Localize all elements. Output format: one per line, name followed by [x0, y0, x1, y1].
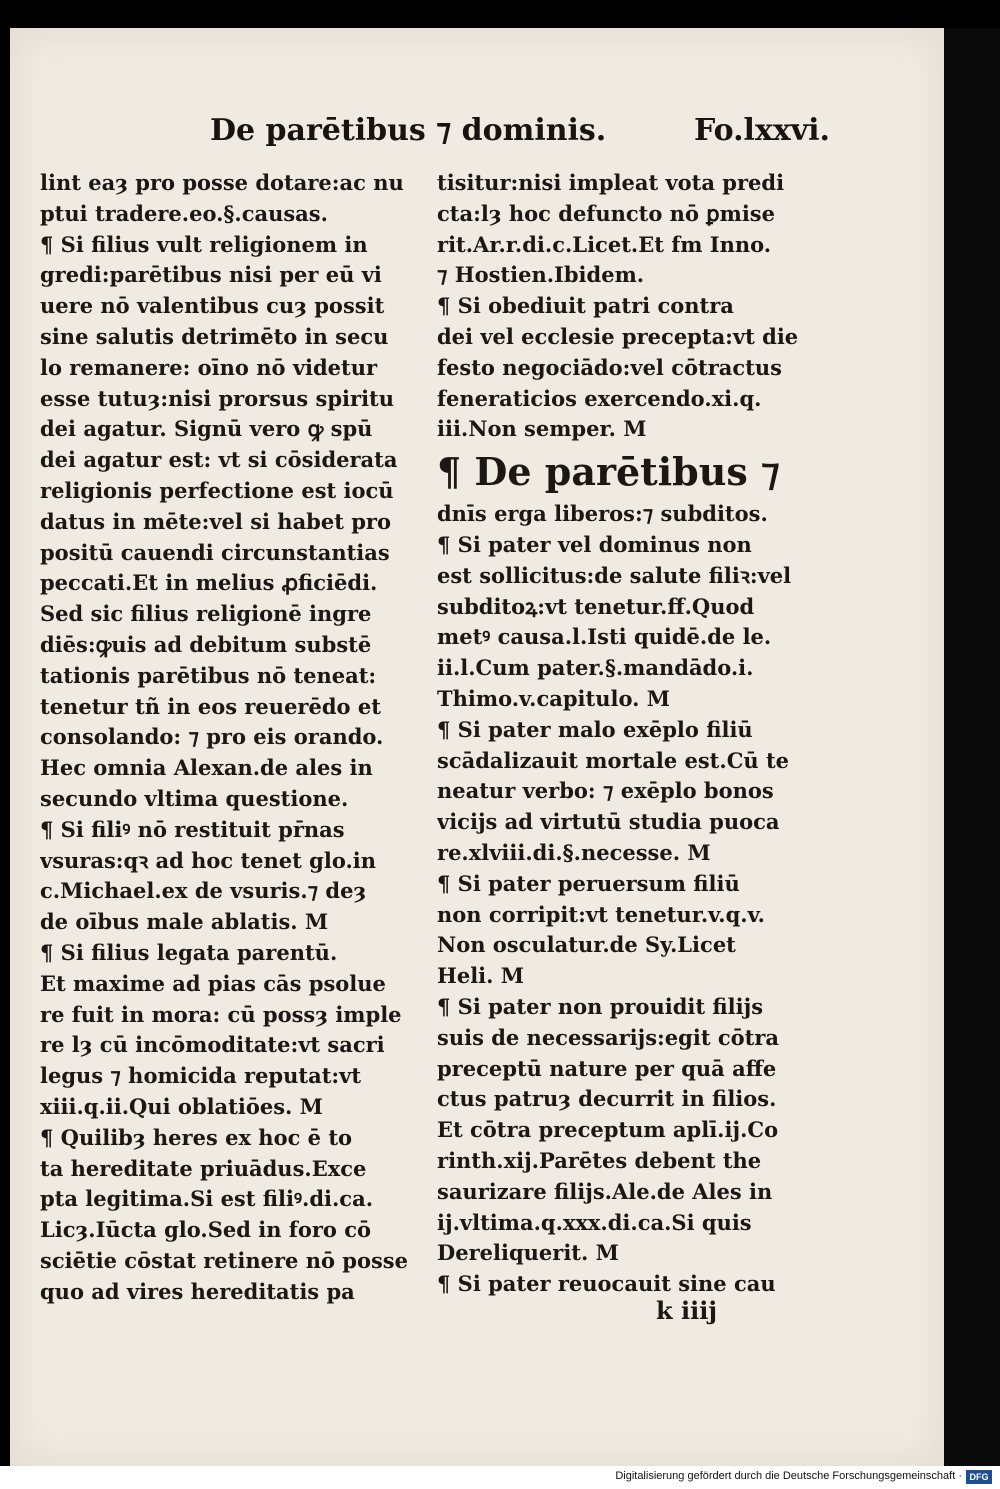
text-line: dnīs erga liberos:⁊ subditos. — [437, 501, 768, 527]
text-line: Non osculatur.de Sy.Licet — [437, 932, 736, 958]
book-page — [10, 28, 944, 1466]
text-line: Hec omnia Alexan.de ales in — [40, 755, 373, 781]
text-line: ¶ Si obediuit patri contra — [437, 293, 734, 319]
folio-number: Fo.lxxvi. — [693, 113, 830, 148]
text-line: vsuras:qꝛ ad hoc tenet glo.in — [40, 847, 377, 873]
text-line: pta legitima.Si est filiꝰ.di.ca. — [40, 1186, 373, 1212]
text-line: datus in mēte:vel si habet pro — [40, 508, 391, 534]
text-line: lo remanere: oīno nō videtur — [40, 354, 378, 380]
text-line: ctus patruȝ decurrit in filios. — [437, 1086, 777, 1112]
text-line: est sollicitus:de salute filiꝛ:vel — [437, 562, 792, 588]
running-head — [210, 113, 830, 157]
footer-bar — [0, 1466, 1000, 1489]
text-line: esse tutuȝ:nisi prorsus spiritu — [40, 385, 395, 411]
text-line: legus ⁊ homicida reputat:vt — [40, 1063, 362, 1089]
scan-edge — [944, 28, 1000, 1466]
text-line: ii.l.Cum pater.§.mandādo.i. — [437, 655, 754, 681]
text-line: tationis parētibus nō teneat: — [40, 662, 377, 688]
text-line: ptui tradere.eo.§.causas. — [40, 200, 328, 226]
text-line: lint eaȝ pro posse dotare:ac nu — [40, 170, 404, 195]
signature-mark: k iiij — [656, 1296, 718, 1325]
text-line: tenetur tñ in eos reuerēdo et — [40, 693, 381, 719]
text-line: rit.Ar.r.di.c.Licet.Et fm Inno. — [437, 231, 772, 257]
text-line: preceptū nature per quā affe — [437, 1055, 777, 1081]
text-line: neatur verbo: ⁊ exēplo bonos — [437, 778, 774, 804]
text-line: ¶ Si pater reuocauit sine cau — [437, 1271, 776, 1297]
text-line: rinth.xij.Parētes debent the — [437, 1147, 762, 1173]
text-line: quo ad vires hereditatis pa — [40, 1278, 355, 1304]
text-line: subditoꝝ:vt tenetur.ff.Quod — [437, 593, 755, 619]
text-line: ¶ Si pater vel dominus non — [437, 531, 752, 557]
text-line: sine salutis detrimēto in secu — [40, 323, 389, 349]
text-line: feneraticios exercendo.xi.q. — [437, 385, 762, 411]
text-line: ¶ Si filiꝰ nō restituit pr̄nas — [40, 816, 345, 842]
text-line: iii.Non semper. M — [437, 416, 647, 442]
text-line: ⁊ Hostien.Ibidem. — [437, 262, 645, 288]
text-line: festo negociādo:vel cōtractus — [437, 354, 782, 380]
text-line: tisitur:nisi impleat vota predi — [437, 170, 785, 195]
text-line: ¶ Si filius legata parentū. — [40, 939, 338, 965]
text-line: xiii.q.ii.Qui oblatiōes. M — [40, 1093, 323, 1119]
text-line: re lȝ cū incōmoditate:vt sacri — [40, 1032, 385, 1058]
text-line: secundo vltima questione. — [40, 785, 349, 811]
text-line: metꝰ causa.l.Isti quidē.de le. — [437, 624, 772, 650]
section-heading: ¶ De parētibus ⁊ — [437, 449, 780, 495]
text-line: cta:lȝ hoc defuncto nō ꝑmise — [437, 200, 775, 226]
text-line: dei agatur est: vt si cōsiderata — [40, 447, 398, 473]
text-line: Licȝ.Iūcta glo.Sed in foro cō — [40, 1217, 371, 1243]
text-line: saurizare filijs.Ale.de Ales in — [437, 1178, 773, 1204]
text-line: consolando: ⁊ pro eis orando. — [40, 724, 384, 750]
text-line: Thimo.v.capitulo. M — [437, 685, 670, 711]
text-line: positū cauendi circunstantias — [40, 539, 390, 565]
text-line: re fuit in mora: cū possȝ imple — [40, 1001, 402, 1027]
text-line: ¶ Quilibȝ heres ex hoc ē to — [40, 1124, 353, 1150]
text-line: uere nō valentibus cuȝ possit — [40, 293, 385, 319]
text-line: ¶ Si pater malo exēplo filiū — [437, 716, 753, 742]
text-line: Dereliquerit. M — [437, 1240, 619, 1266]
text-line: vicijs ad virtutū studia puoca — [437, 809, 780, 835]
text-line: de oībus male ablatis. M — [40, 909, 329, 935]
text-line: gredi:parētibus nisi per eū vi — [40, 262, 382, 288]
text-line: Sed sic filius religionē ingre — [40, 601, 372, 627]
text-line: re.xlviii.di.§.necesse. M — [437, 839, 711, 865]
text-line: ¶ Si filius vult religionem in — [40, 231, 368, 257]
text-line: ¶ Si pater peruersum filiū — [437, 870, 740, 896]
text-line: c.Michael.ex de vsuris.⁊ deȝ — [40, 878, 367, 904]
running-head-title: De parētibus ⁊ dominis. — [210, 113, 607, 148]
text-line: suis de necessarijs:egit cōtra — [437, 1024, 779, 1050]
text-line: dei vel ecclesie precepta:vt die — [437, 323, 799, 349]
right-text-column — [437, 168, 819, 1300]
text-line: non corripit:vt tenetur.v.q.v. — [437, 901, 765, 927]
text-line: diēs:ꝙuis ad debitum substē — [40, 631, 372, 657]
left-text-column — [40, 168, 422, 1307]
text-line: ta hereditate priuādus.Exce — [40, 1155, 367, 1181]
text-line: scādalizauit mortale est.Cū te — [437, 747, 790, 773]
text-line: ij.vltima.q.xxx.di.ca.Si quis — [437, 1209, 752, 1235]
text-line: Et maxime ad pias cās psolue — [40, 970, 386, 996]
text-line: sciētie cōstat retinere nō posse — [40, 1247, 408, 1273]
funding-credit: Digitalisierung gefördert durch die Deutsche Forschungsgemeinschaft · — [615, 1470, 962, 1482]
dfg-logo-icon: DFG — [966, 1470, 992, 1484]
text-line: ¶ Si pater non prouidit filijs — [437, 993, 764, 1019]
text-line: peccati.Et in melius ꝓficiēdi. — [40, 570, 378, 596]
text-line: dei agatur. Signū vero ꝙ spū — [40, 416, 373, 442]
text-line: Et cōtra preceptum aplī.ij.Co — [437, 1117, 779, 1143]
text-line: Heli. M — [437, 963, 525, 989]
text-line: religionis perfectione est iocū — [40, 477, 394, 503]
